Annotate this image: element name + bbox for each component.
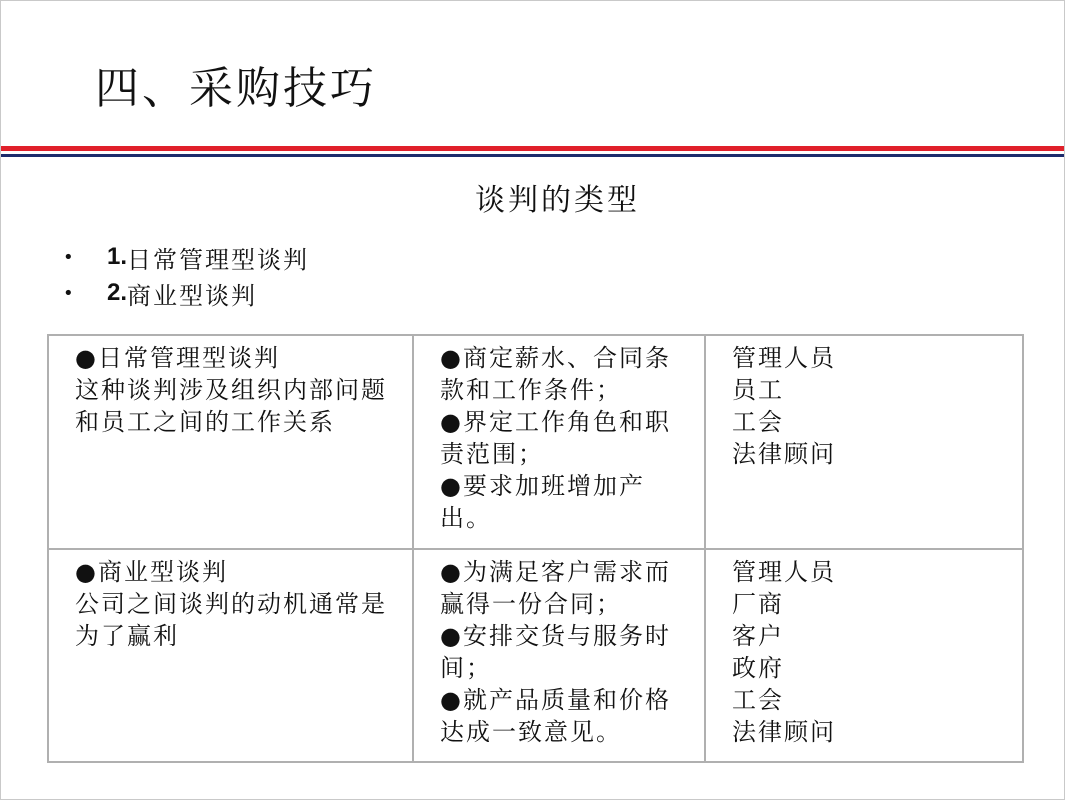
header-stripe-red [1,146,1064,151]
type-description: 这种谈判涉及组织内部问题和员工之间的工作关系 [75,376,387,436]
party-item: 政府 [732,654,784,682]
bullet-item [63,239,309,275]
party-item: 管理人员 [732,344,836,372]
issues-cell [413,335,705,549]
party-item: 管理人员 [732,558,836,586]
type-cell [48,335,413,549]
bullet-number: 2. [107,279,128,306]
issue-item: ●安排交货与服务时间； [440,622,671,682]
bullet-item [63,275,309,311]
bullet-number: 1. [107,243,128,270]
table-row [48,549,1023,762]
slide-title: 四、采购技巧 [95,63,377,114]
type-cell [48,549,413,762]
type-heading: ●日常管理型谈判 [75,344,280,372]
issue-item: ●商定薪水、合同条款和工作条件； [440,344,671,404]
issue-item: ●界定工作角色和职责范围； [440,408,671,468]
bullet-text: 商业型谈判 [127,281,258,310]
party-item: 法律顾问 [732,718,836,746]
issue-item: ●要求加班增加产出。 [440,472,645,532]
bullet-list [63,239,309,311]
parties-cell [705,335,1023,549]
type-description: 公司之间谈判的动机通常是为了赢利 [75,590,387,650]
bullet-dot-icon: • [63,246,76,268]
party-item: 员工 [732,376,784,404]
issues-cell [413,549,705,762]
bullet-dot-icon: • [63,282,76,304]
issue-item: ●就产品质量和价格达成一致意见。 [440,686,671,746]
party-item: 工会 [732,408,784,436]
slide-subtitle: 谈判的类型 [475,183,640,218]
party-item: 厂商 [732,590,784,618]
party-item: 法律顾问 [732,440,836,468]
party-item: 客户 [732,622,784,650]
issue-item: ●为满足客户需求而赢得一份合同； [440,558,671,618]
type-heading: ●商业型谈判 [75,558,228,586]
parties-cell [705,549,1023,762]
table-row [48,335,1023,549]
negotiation-types-table [47,334,1024,763]
party-item: 工会 [732,686,784,714]
header-stripe-navy [1,154,1064,157]
bullet-text: 日常管理型谈判 [127,245,310,274]
